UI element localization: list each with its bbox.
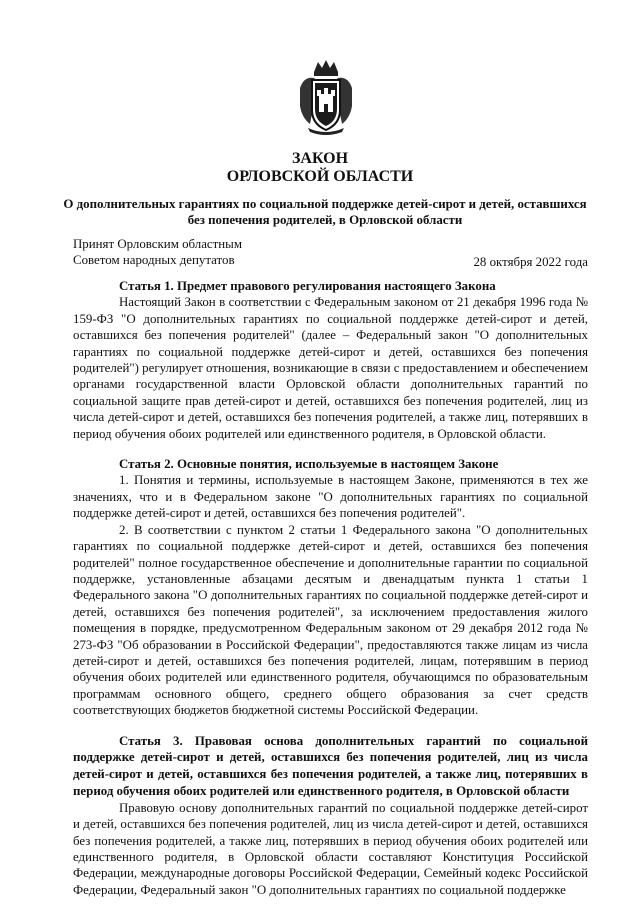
orel-region-coat-of-arms-icon xyxy=(296,58,356,136)
issuer-title: ОРЛОВСКОЙ ОБЛАСТИ xyxy=(226,168,414,185)
document-type-title: ЗАКОН xyxy=(291,150,349,167)
adoption-date: 28 октября 2022 года xyxy=(473,255,588,269)
article-1-paragraph-1: Настоящий Закон в соответствии с Федеральным законом от 21 декабря 1996 года № 159-ФЗ "О дополнительных гарантиях по социальной поддержке детей-сирот и детей, оставшихся без попечения родителей" (далее – Федеральный закон "О дополнительных гарантиях по социальной поддержке детей-сирот и детей, оставшихся без попечения родителей") регулирует отношения, возникающие в связи с предоставлением и обеспечением органами государственной власти Орловской области дополнительных гарантий по социальной защите прав детей-сирот и детей, оставшихся без попечения родителей, лиц из числа детей-сирот и детей, оставшихся без попечения родителей, а также лиц, потерявших в период обучения обоих родителей или единственного родителя, в Орловской области. xyxy=(73,295,588,441)
article-3-paragraph-1: Правовую основу дополнительных гарантий по социальной поддержке детей-сирот и детей, оставшихся без попечения родителей, лиц из числа детей-сирот и детей, оставшихся без попечения родителей, а также лиц, потерявших в период обучения обоих родителей или единственного родителя, в Орловской области составляют Конституция Российской Федерации, международные договоры Российской Федерации, Семейный кодекс Российской Федерации, Федеральный закон "О дополнительных гарантиях по социальной поддержке xyxy=(73,800,588,897)
law-subtitle: О дополнительных гарантиях по социальной поддержке детей-сирот и детей, оставшихся без попечения родителей, в Орловской области xyxy=(63,197,587,228)
article-1-heading: Статья 1. Предмет правового регулирования настоящего Закона xyxy=(119,279,496,293)
article-3-heading: Статья 3. Правовая основа дополнительных гарантий по социальной поддержке детей-сирот и детей, оставшихся без попечения родителей, лиц из числа детей-сирот и детей, оставшихся без попечения родителей, а также лиц, потерявших в период обучения обоих родителей или единственного родителя, в Орловской области xyxy=(73,733,588,798)
adoption-line-2: Советом народных депутатов xyxy=(73,253,235,268)
law-body xyxy=(73,278,588,898)
article-2-heading: Статья 2. Основные понятия, используемые в настоящем Законе xyxy=(119,457,499,472)
adoption-note xyxy=(73,236,242,269)
article-2-paragraph-1: 1. Понятия и термины, используемые в настоящем Законе, применяются в тех же значениях, что и в Федеральном законе "О дополнительных гарантиях по социальной поддержке детей-сирот и детей, оставшихся без попечения родителей". xyxy=(73,473,588,521)
adoption-line-1: Принят Орловским областным xyxy=(73,237,242,251)
article-2-paragraph-2: 2. В соответствии с пунктом 2 статьи 1 Федерального закона "О дополнительных гарантиях по социальной поддержке детей-сирот и детей, оставшихся без попечения родителей" полное государственное обеспечение и дополнительные гарантии по социальной поддержке, установленные абзацами десятым и двенадцатым пункта 1 статьи 1 Федерального закона "О дополнительных гарантиях по социальной поддержке детей-сирот и детей, оставшихся без попечения родителей", за исключением предоставления жилого помещения в порядке, предусмотренном Федеральным законом от 29 декабря 2012 года № 273-ФЗ "Об образовании в Российской Федерации", предоставляются также лицам из числа детей-сирот и детей, оставшихся без попечения родителей, лицам, потерявшим в период обучения обоих родителей или единственного родителя, обучающимся по образовательным программам основного общего, среднего общего образования за счет средств соответствующих бюджетов бюджетной системы Российской Федерации. xyxy=(73,522,588,718)
